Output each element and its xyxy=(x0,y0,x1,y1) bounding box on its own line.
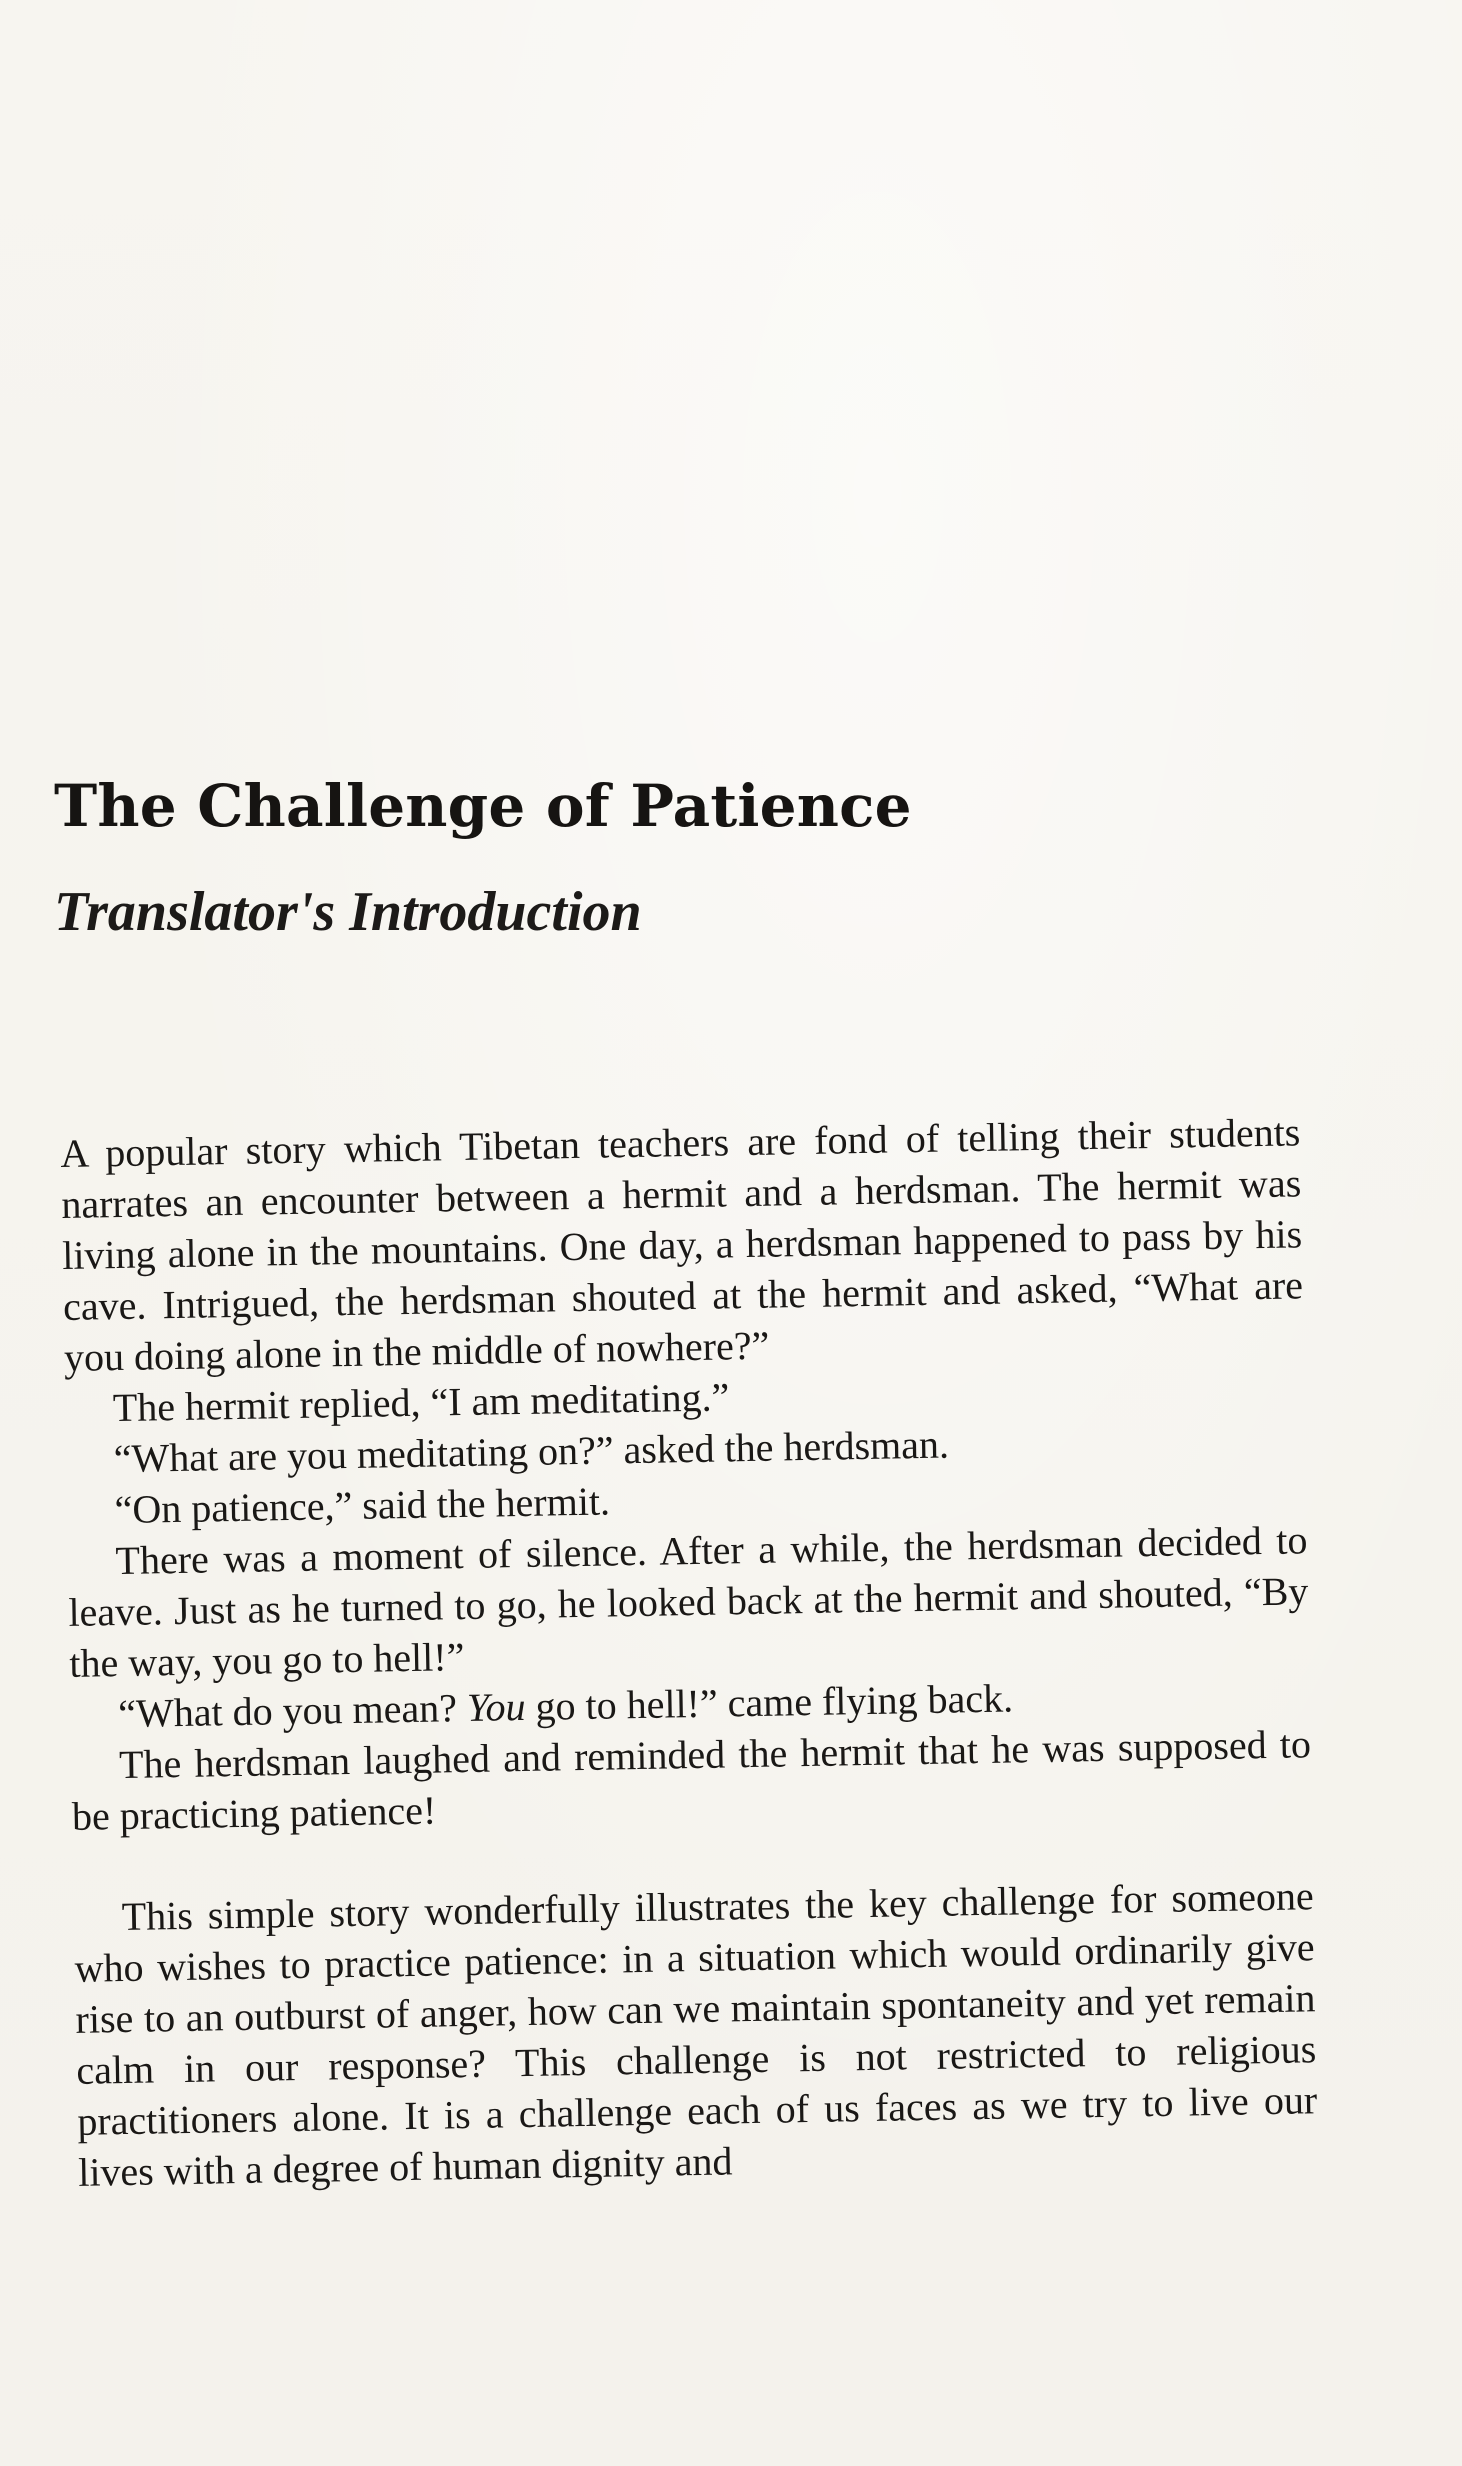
paragraph-on-patience: “On patience,” said the hermit. xyxy=(114,1478,611,1533)
paragraph-herdsman-question: “What are you meditating on?” asked the herdsman. xyxy=(113,1421,950,1482)
chapter-title: The Challenge of Patience xyxy=(54,772,912,840)
paragraph-silence: There was a moment of silence. After a while, the herdsman decided to leave. Just as he turned to go, he looked back at the hermit and shouted, “By the way, you go to hell!” xyxy=(68,1517,1309,1686)
paragraph-story-intro: A popular story which Tibetan teachers are fond of telling their students narrates an encounter between a hermit and a herdsman. The hermit was living alone in the mountains. One day, a herdsman happened to pass by his cave. Intrigued, the herdsman shouted at the hermit and asked, “What are you doing alone in the middle of nowhere?” xyxy=(60,1109,1304,1380)
flying-back-before: “What do you mean? xyxy=(117,1684,468,1737)
paragraph-hermit-reply: The hermit replied, “I am meditating.” xyxy=(112,1374,730,1431)
body-text xyxy=(60,1106,1318,2197)
chapter-subtitle: Translator's Introduction xyxy=(54,881,642,943)
flying-back-after: go to hell!” came flying back. xyxy=(525,1675,1014,1729)
paragraph-key-challenge: This simple story wonderfully illustrates the key challenge for someone who wishes to practice patience: in a situation which would ordinarily give rise to an outburst of anger, how can we maintain spontaneity and yet remain calm in our response? This challenge is not restricted to religious practitioners alone. It is a challenge each of us faces as we try to live our lives with a degree of human dignity and xyxy=(74,1873,1318,2195)
flying-back-emphasis: You xyxy=(466,1683,526,1730)
paragraph-herdsman-laughed: The herdsman laughed and reminded the hermit that he was supposed to be practicing patience! xyxy=(71,1721,1312,1839)
